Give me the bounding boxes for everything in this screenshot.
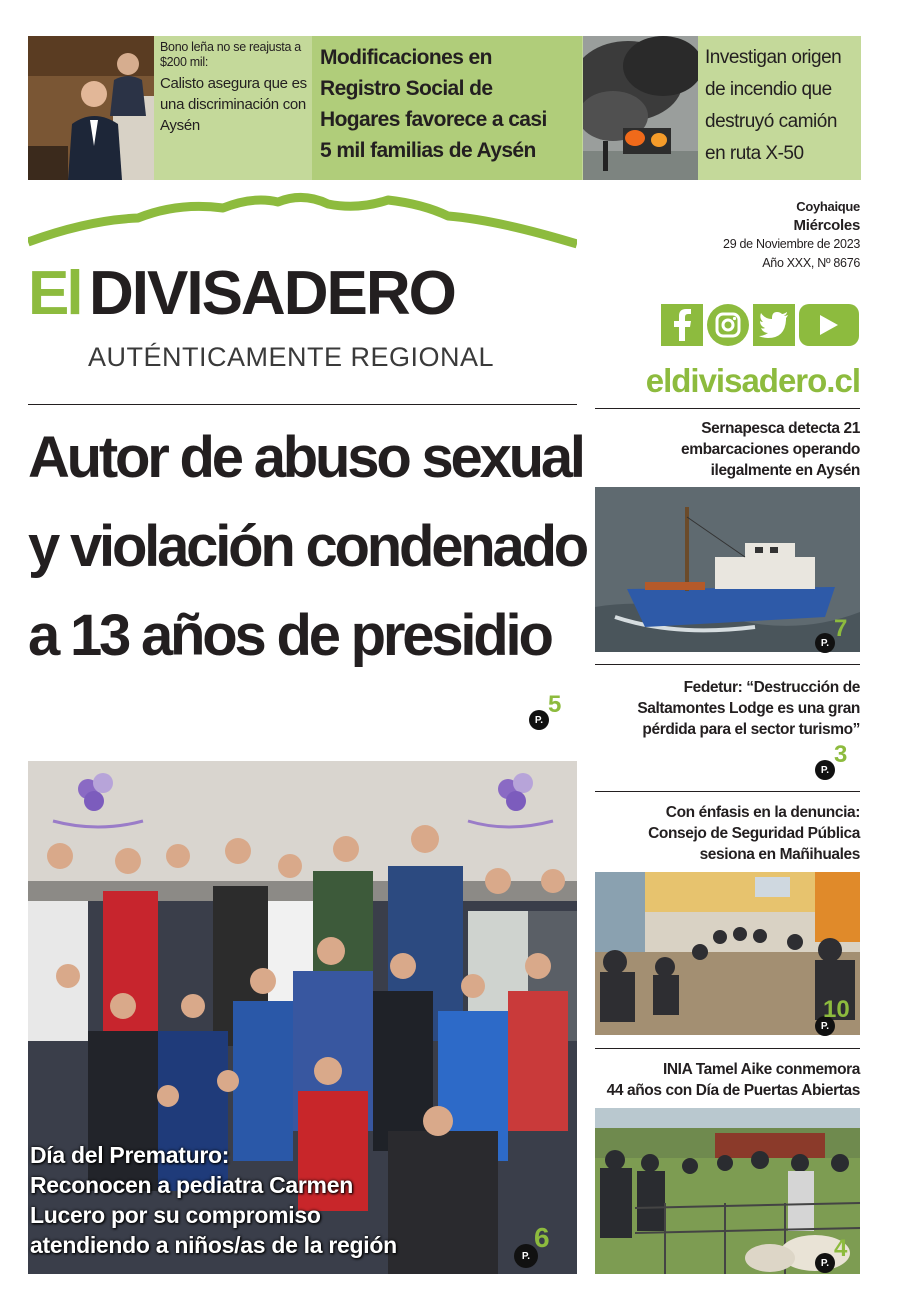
youtube-icon[interactable] (799, 304, 859, 346)
page-badge: P. (815, 760, 835, 780)
sidebar-rule (595, 408, 860, 409)
page-number: 10 (823, 996, 850, 1023)
sidebar-rule (595, 664, 860, 665)
sidebar-headline-line: embarcaciones operando (681, 441, 860, 458)
sidebar-headline-line: Consejo de Seguridad Pública (648, 825, 860, 842)
page-number: 4 (834, 1235, 848, 1262)
caption-line: atendiendo a niños/as de la región (30, 1232, 397, 1258)
sidebar-headline-line: INIA Tamel Aike conmemora (662, 1061, 860, 1078)
brand-divisadero: DIVISADERO (89, 259, 455, 328)
edition-number: Año XXX, Nº 8676 (762, 256, 860, 270)
sidebar-headline-line: Fedetur: “Destrucción de (683, 679, 860, 696)
brand-el: El (28, 259, 81, 328)
brand-tagline: AUTÉNTICAMENTE REGIONAL (88, 342, 495, 372)
website-url[interactable]: eldivisadero.cl (645, 362, 860, 399)
story1-teaser[interactable] (160, 40, 310, 136)
page-badge: P. (815, 633, 835, 653)
story2-line: Hogares favorece a casi (320, 108, 547, 131)
story2-teaser[interactable] (312, 36, 582, 180)
caption-line: Día del Prematuro: (30, 1142, 230, 1168)
page-number: 5 (548, 691, 562, 718)
story2-line: Modificaciones en (320, 46, 492, 69)
headline-line: a 13 años de presidio (28, 603, 551, 668)
sidebar-headline[interactable] (595, 802, 860, 865)
facebook-icon[interactable] (661, 304, 703, 346)
sidebar-headline-line: Sernapesca detecta 21 (701, 420, 860, 437)
page-badge: P. (529, 710, 549, 730)
truck-fire-photo[interactable] (583, 36, 698, 180)
headline-line: Autor de abuso sexual (28, 425, 583, 490)
story1-kicker: Bono leña no se reajusta a $200 mil: (160, 40, 301, 69)
headline-rule (28, 404, 577, 405)
sidebar-headline[interactable] (595, 418, 860, 481)
main-headline[interactable] (28, 413, 588, 680)
story1-text: Calisto asegura que es una discriminación con Aysén (160, 75, 307, 134)
page-number: 7 (834, 615, 848, 642)
inia-open-day-photo[interactable] (595, 1108, 860, 1274)
sidebar-headline-line: 44 años con Día de Puertas Abiertas (606, 1082, 860, 1099)
sidebar-headline-line: Saltamontes Lodge es una gran (637, 700, 860, 717)
fishing-boat-photo[interactable] (595, 487, 860, 652)
caption-line: Lucero por su compromiso (30, 1202, 321, 1228)
sidebar-headline-line: Con énfasis en la denuncia: (665, 804, 860, 821)
sidebar-headline[interactable] (595, 1059, 860, 1101)
story2-line: 5 mil familias de Aysén (320, 139, 536, 162)
page-number: 3 (834, 741, 848, 768)
sidebar-rule (595, 1048, 860, 1049)
story2-line: Registro Social de (320, 77, 493, 100)
edition-info (723, 197, 860, 273)
story3-teaser[interactable]: Investigan origen de incendio que destruyó camión en ruta X-50 (705, 47, 842, 164)
twitter-icon[interactable] (753, 304, 795, 346)
mountain-logo (28, 190, 577, 250)
sidebar-rule (595, 791, 860, 792)
page-badge: P. (815, 1016, 835, 1036)
sidebar-headline-line: pérdida para el sector turismo” (642, 721, 860, 738)
edition-city: Coyhaique (796, 199, 860, 214)
page-number: 6 (534, 1222, 550, 1253)
sidebar-headline[interactable] (595, 677, 860, 740)
page-badge: P. (514, 1244, 538, 1268)
page-badge: P. (815, 1253, 835, 1273)
senate-photo[interactable] (28, 36, 154, 180)
photo-caption[interactable] (30, 1140, 397, 1260)
headline-line: y violación condenado (28, 514, 587, 579)
instagram-icon[interactable] (707, 304, 749, 346)
caption-line: Reconocen a pediatra Carmen (30, 1172, 353, 1198)
security-council-photo[interactable] (595, 872, 860, 1035)
edition-weekday: Miércoles (793, 217, 860, 234)
edition-date: 29 de Noviembre de 2023 (723, 237, 860, 251)
sidebar-headline-line: sesiona en Mañihuales (699, 846, 860, 863)
sidebar-headline-line: ilegalmente en Aysén (710, 462, 860, 479)
